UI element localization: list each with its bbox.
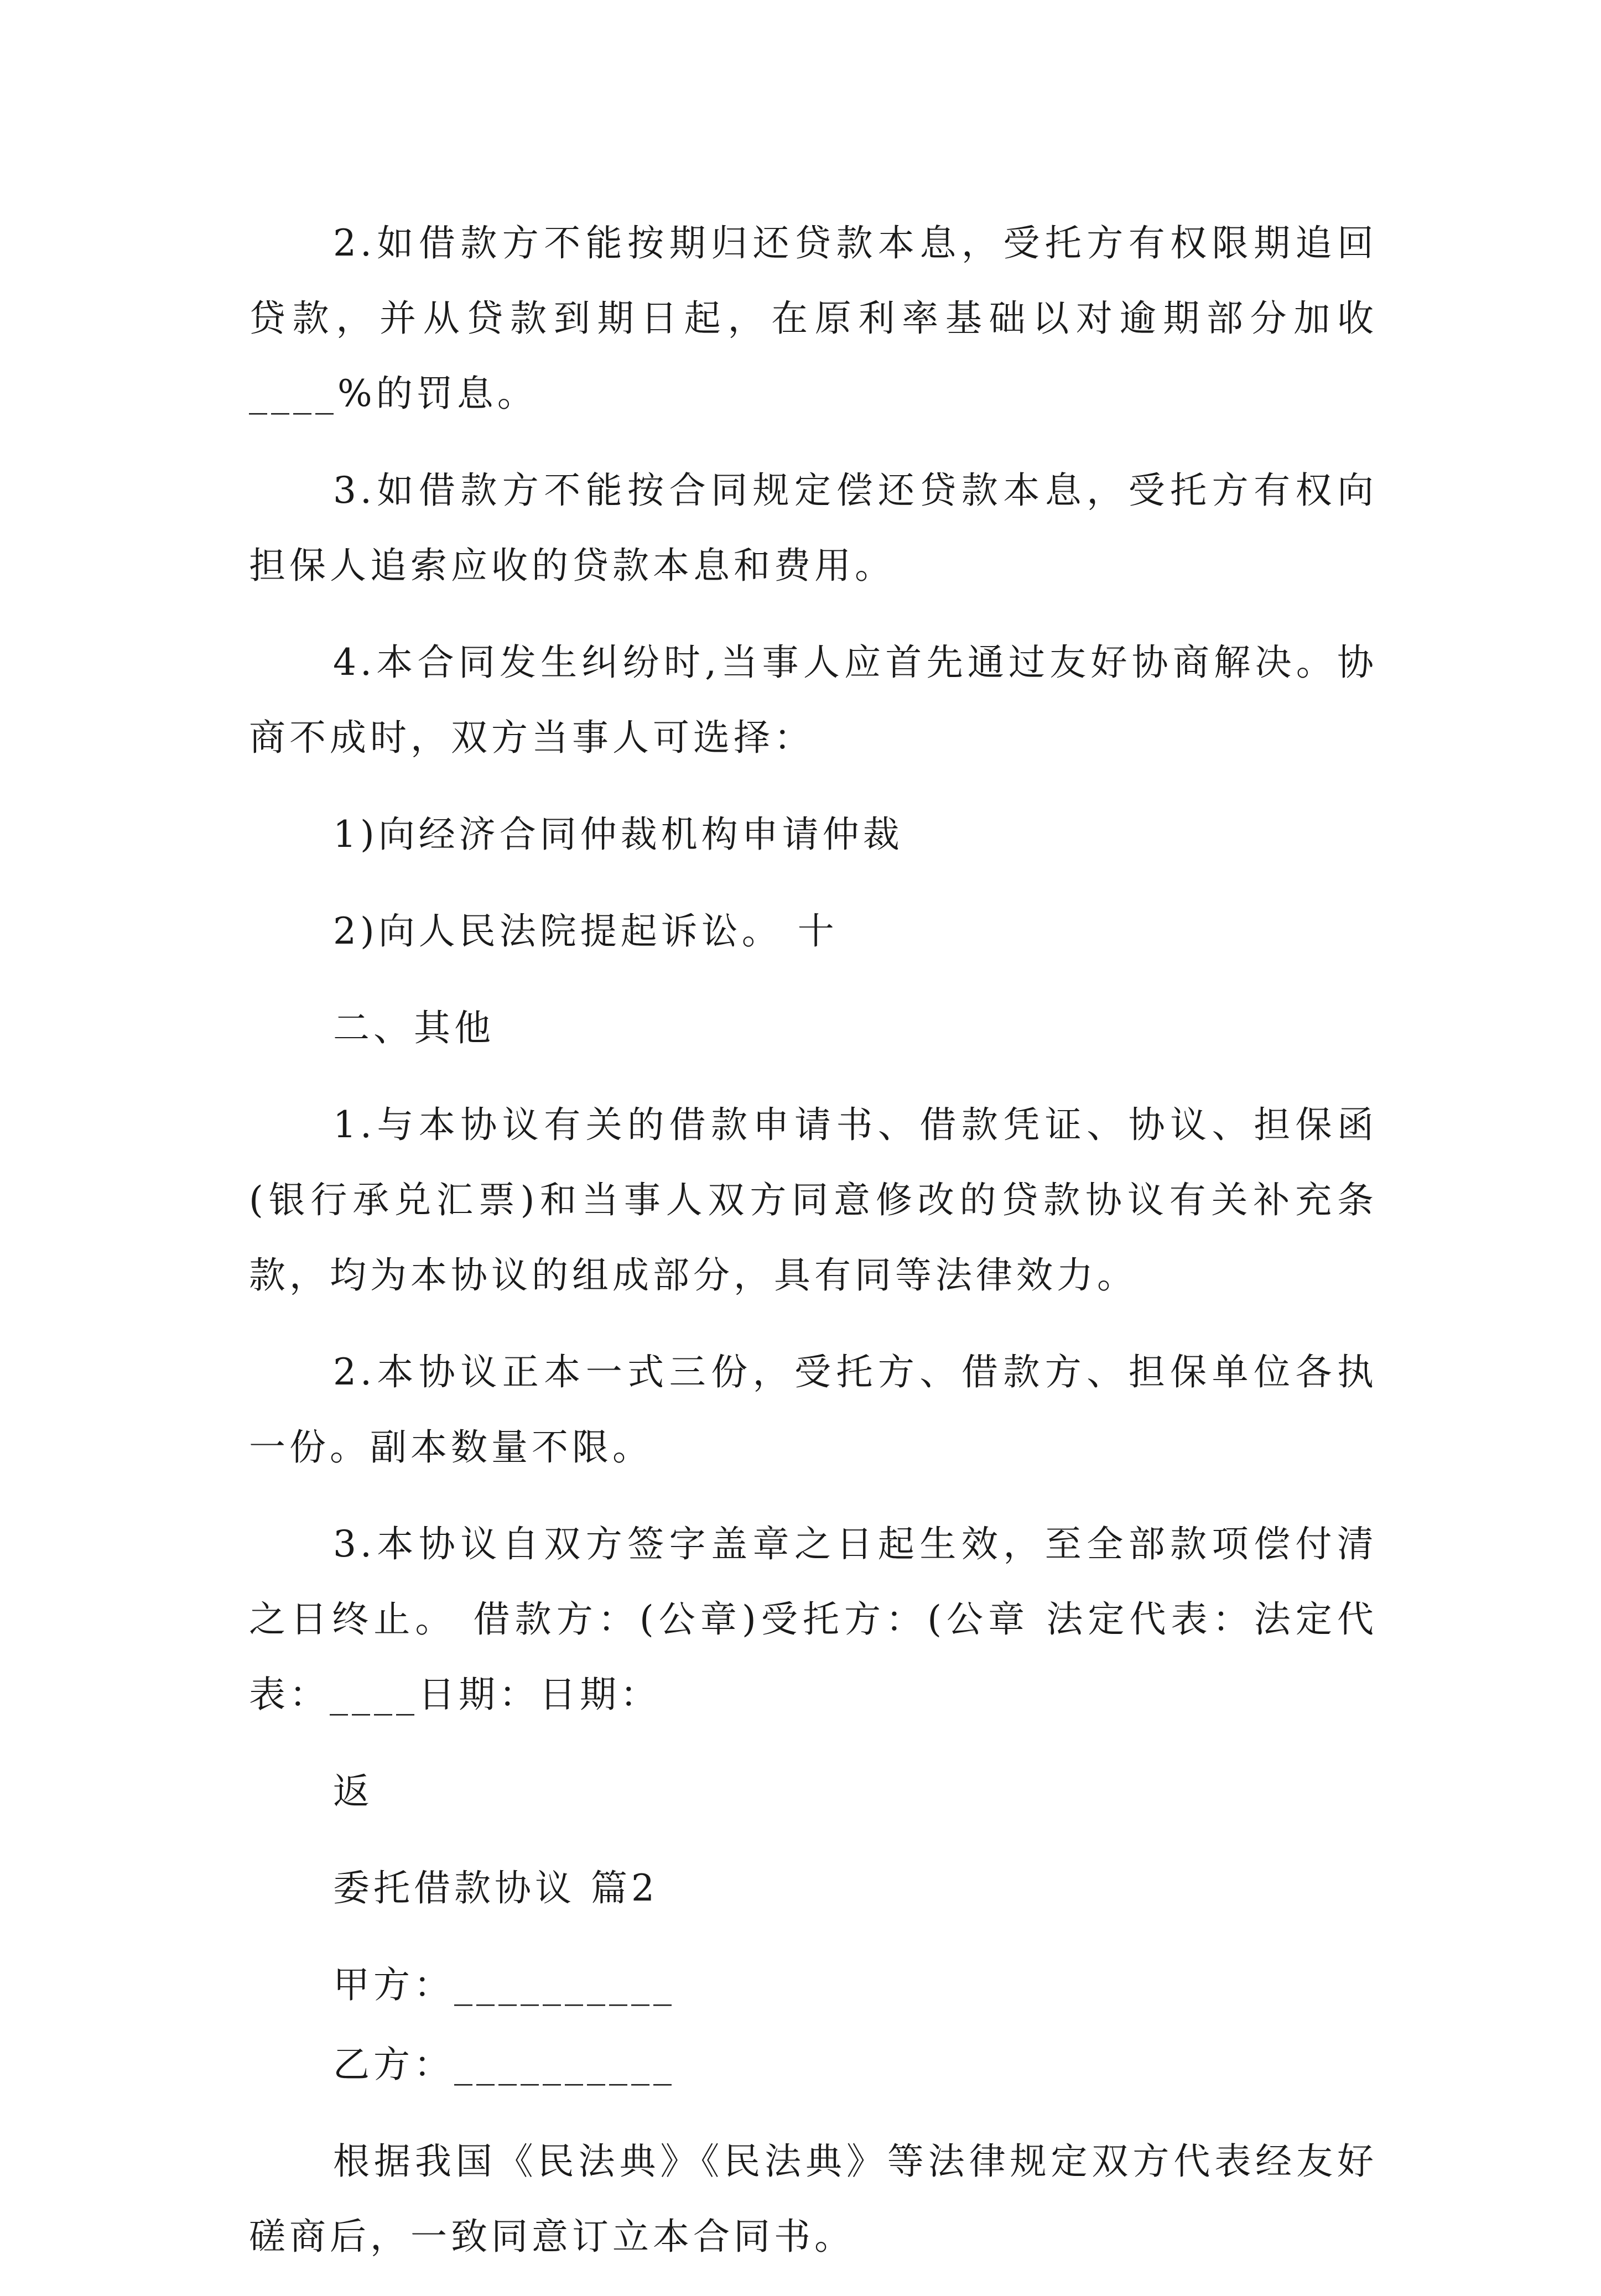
paragraph-guarantor-recourse: 3.如借款方不能按合同规定偿还贷款本息，受托方有权向担保人追索应收的贷款本息和费用。: [249, 469, 1378, 587]
paragraph-effective-signatures: 3.本协议自双方签字盖章之日起生效，至全部款项偿付清之日终止。 借款方：(公章)受托方：(公章 法定代表：法定代表：____日期：日期：: [249, 1523, 1378, 1716]
paragraph-option-arbitration: 1)向经济合同仲裁机构申请仲裁: [333, 813, 903, 856]
paragraph-overdue-penalty: 2.如借款方不能按期归还贷款本息，受托方有权限期追回贷款，并从贷款到期日起，在原利率基础以对逾期部分加收____%的罚息。: [249, 222, 1378, 415]
section-heading-other: 二、其他: [333, 1007, 495, 1049]
document-body: [249, 206, 1378, 2296]
paragraph-option-litigation: 2)向人民法院提起诉讼。 十: [333, 910, 838, 952]
party-a-line: 甲方：__________: [333, 1964, 675, 2006]
party-b-line: 乙方：__________: [333, 2043, 675, 2086]
paragraph-copies: 2.本协议正本一式三份，受托方、借款方、担保单位各执一份。副本数量不限。: [249, 1351, 1378, 1469]
paragraph-agreement-components: 1.与本协议有关的借款申请书、借款凭证、协议、担保函(银行承兑汇票)和当事人双方同意修改的贷款协议有关补充条款，均为本协议的组成部分，具有同等法律效力。: [249, 1103, 1378, 1297]
section-title-part-2: 委托借款协议 篇2: [333, 1867, 658, 1909]
paragraph-return: 返: [333, 1770, 373, 1813]
paragraph-dispute-resolution: 4.本合同发生纠纷时,当事人应首先通过友好协商解决。协商不成时，双方当事人可选择：: [249, 641, 1378, 759]
paragraph-legal-basis: 根据我国《民法典》《民法典》等法律规定双方代表经友好磋商后，一致同意订立本合同书。: [249, 2140, 1378, 2258]
